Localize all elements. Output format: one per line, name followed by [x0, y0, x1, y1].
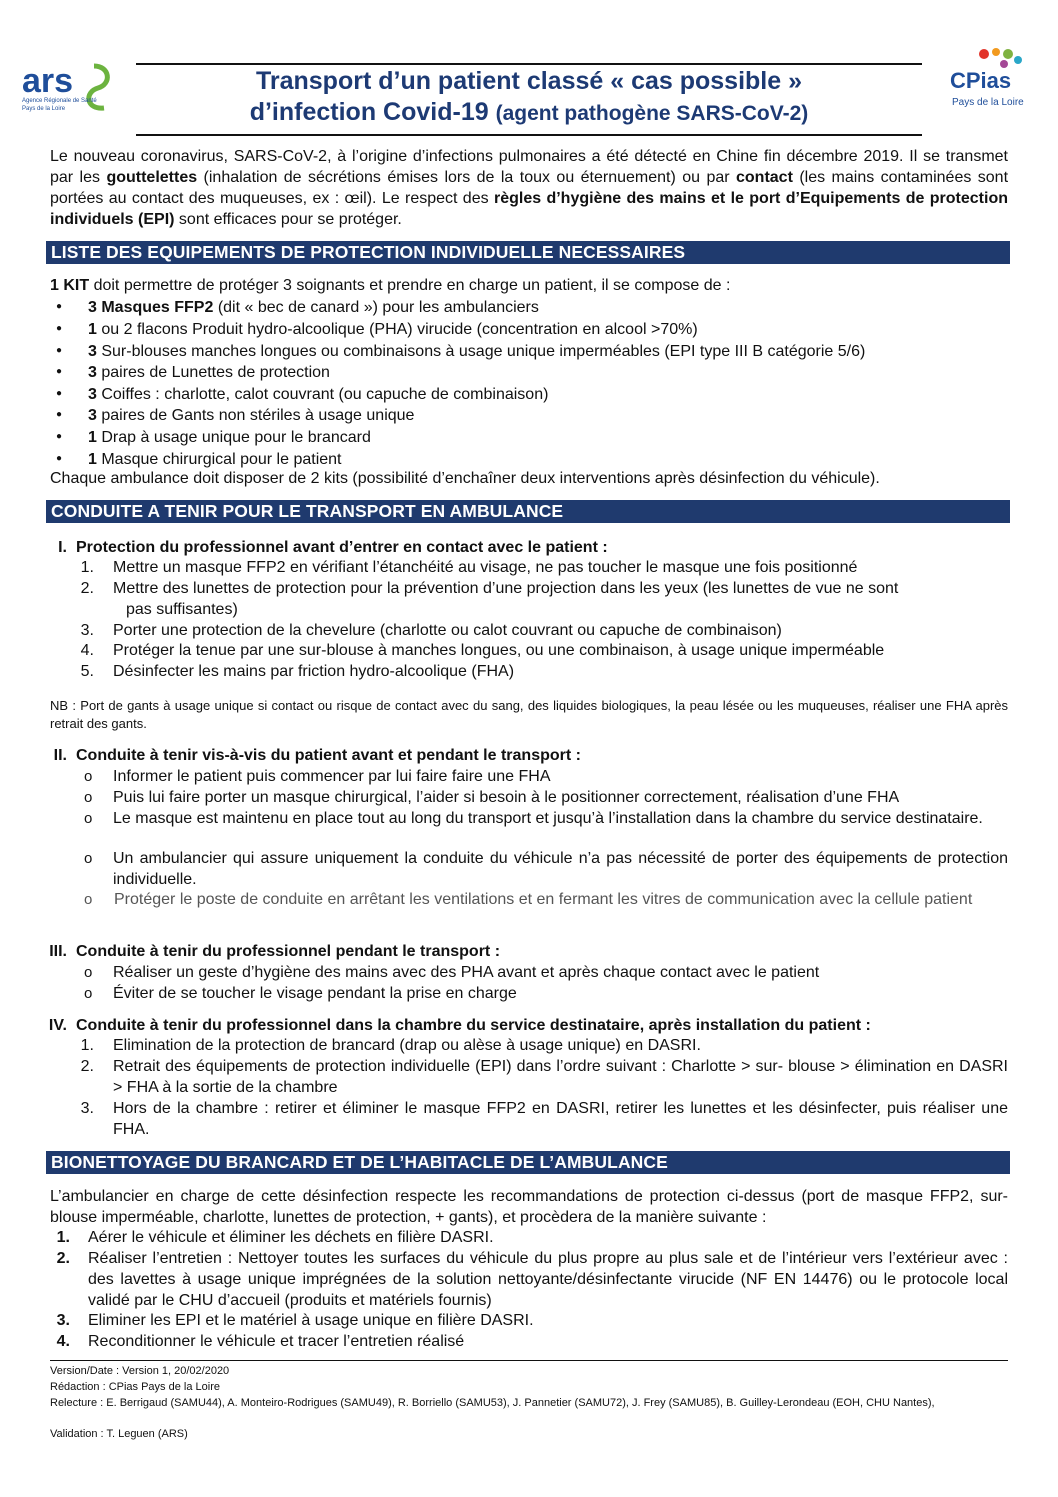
cpias-logo-text: CPias: [950, 68, 1012, 93]
list-item: Mettre un masque FFP2 en vérifiant l’étanchéité au visage, ne pas toucher le masque une fois positionné: [113, 559, 858, 576]
list-item-continuation: pas suffisantes): [126, 601, 238, 618]
part-number: II.: [53, 747, 67, 764]
list-item: Éviter de se toucher le visage pendant la prise en charge: [113, 985, 517, 1002]
intro-bold-contact: contact: [736, 169, 793, 186]
title-rule-bottom: [136, 134, 922, 136]
item-number: 4.: [56, 1333, 70, 1350]
kit-bold: 1 KIT: [50, 277, 90, 294]
part-number: III.: [49, 943, 67, 960]
item-bold: 3: [88, 343, 97, 360]
list-item: [88, 297, 539, 318]
list-item: Réaliser un geste d’hygiène des mains avec des PHA avant et après chaque contact avec le patient: [113, 964, 820, 981]
item-bold: 3 Masques FFP2: [88, 299, 214, 316]
item-text: (dit « bec de canard ») pour les ambulanciers: [213, 299, 539, 316]
intro-text-2: (inhalation de sécrétions émises lors de la toux ou éternuement) ou par: [197, 169, 736, 186]
cpias-logo-sub: Pays de la Loire: [952, 97, 1024, 108]
item-bold: 3: [88, 386, 97, 403]
item-number: 1.: [80, 559, 94, 576]
item-number: 1.: [80, 1037, 94, 1054]
footer-version: Version/Date : Version 1, 20/02/2020: [50, 1365, 230, 1377]
circle-bullet-icon: o: [84, 850, 93, 867]
circle-bullet-icon: o: [84, 964, 93, 981]
item-number: 2.: [80, 580, 94, 597]
list-item: Puis lui faire porter un masque chirurgical, l’aider si besoin à le positionner correctement, réalisation d’une FHA: [113, 789, 900, 806]
bullet-icon: ●: [56, 453, 63, 464]
bullet-icon: ●: [56, 388, 63, 399]
title-line-2-main: d’infection Covid-19: [249, 98, 496, 126]
list-item: Protéger la tenue par une sur-blouse à manches longues, ou une combinaison, à usage unique imperméable: [113, 642, 885, 659]
item-text: paires de Lunettes de protection: [96, 364, 330, 381]
section-header-conduite: CONDUITE A TENIR POUR LE TRANSPORT EN AMBULANCE: [46, 500, 1010, 523]
section-header-equipements: LISTE DES EQUIPEMENTS DE PROTECTION INDIVIDUELLE NECESSAIRES: [46, 241, 1010, 264]
part-number: I.: [58, 539, 67, 556]
item-bold: 1: [88, 451, 97, 468]
list-item: Mettre des lunettes de protection pour la prévention d’une projection dans les yeux (les lunettes de vue ne sont: [113, 580, 899, 597]
list-item: Retrait des équipements de protection individuelle (EPI) dans l’ordre suivant : Charlotte > sur- blouse > élimination en DASRI > FHA à la sortie de la chambre: [113, 1058, 1008, 1096]
ars-logo-sub2: Pays de la Loire: [22, 106, 66, 112]
list-item: Hors de la chambre : retirer et éliminer le masque FFP2 en DASRI, retirer les lunettes et les désinfecter, puis réaliser une FHA.: [113, 1100, 1008, 1138]
intro-paragraph: [50, 146, 1008, 230]
list-item: Le masque est maintenu en place tout au long du transport et jusqu’à l’installation dans la chambre du service destinataire.: [113, 810, 983, 827]
ars-logo-graphic: [22, 62, 114, 114]
list-item: Aérer le véhicule et éliminer les déchets en filière DASRI.: [88, 1229, 494, 1246]
item-text: Coiffes : charlotte, calot couvrant (ou capuche de combinaison): [96, 386, 549, 403]
circle-bullet-icon: o: [84, 768, 93, 785]
title-line-2-pathogen: (agent pathogène SARS-CoV-2): [495, 102, 809, 125]
list-item: Protéger le poste de conduite en arrêtant les ventilations et en fermant les vitres de communication avec la cellule patient: [114, 891, 973, 908]
intro-text-4: sont efficaces pour se protéger.: [174, 211, 402, 228]
item-number: 1.: [56, 1229, 70, 1246]
item-bold: 3: [88, 407, 97, 424]
kit-description: [50, 275, 1008, 296]
circle-bullet-icon: o: [84, 789, 93, 806]
footer-rule: [50, 1360, 1008, 1361]
bullet-icon: ●: [56, 366, 63, 377]
item-number: 3.: [56, 1312, 70, 1329]
title-line-1: Transport d’un patient classé « cas possible »: [255, 67, 803, 95]
footer-relecture: Relecture : E. Berrigaud (SAMU44), A. Monteiro-Rodrigues (SAMU49), R. Borriello (SAMU53), J. Pannetier (SAMU72), J. Frey (SAMU85), B. Guilley-Lerondeau (EOH, CHU Nantes),: [50, 1397, 935, 1409]
list-item: [88, 341, 865, 362]
item-bold: 1: [88, 429, 97, 446]
item-number: 2.: [80, 1058, 94, 1075]
footer-validation: Validation : T. Leguen (ARS): [50, 1428, 188, 1440]
item-text: Sur-blouses manches longues ou combinaisons à usage unique imperméables (EPI type III B catégorie 5/6): [96, 343, 866, 360]
intro-text-3: (les mains contaminées sont portées au contact des muqueuses, ex : œil). Le respect des: [50, 169, 1009, 207]
item-number: 3.: [80, 622, 94, 639]
item-number: 5.: [80, 663, 94, 680]
bionettoyage-intro: L’ambulancier en charge de cette désinfection respecte les recommandations de protection ci-dessus (port de masque FFP2, sur-blouse imperméable, charlotte, lunettes de protection, + gants), et procèdera de la manière suivante :: [50, 1188, 1008, 1226]
list-item: [88, 405, 414, 426]
ars-logo: [22, 62, 114, 114]
list-item: [88, 362, 330, 383]
bullet-icon: ●: [56, 431, 63, 442]
list-item: [88, 449, 341, 470]
bullet-icon: ●: [56, 323, 63, 334]
bullet-icon: ●: [56, 301, 63, 312]
circle-bullet-icon: o: [84, 891, 93, 908]
item-bold: 3: [88, 364, 97, 381]
bullet-icon: ●: [56, 345, 63, 356]
item-number: 4.: [80, 642, 94, 659]
page-title: [136, 66, 922, 130]
list-item: [88, 319, 698, 340]
intro-bold-gouttelettes: gouttelettes: [106, 169, 198, 186]
list-item: Désinfecter les mains par friction hydro-alcoolique (FHA): [113, 663, 515, 680]
ars-logo-sub1: Agence Régionale de Santé: [22, 98, 97, 104]
list-item: Réaliser l’entretien : Nettoyer toutes les surfaces du véhicule du plus propre au plus sale et de l’intérieur vers l’extérieur avec : des lavettes à usage unique imprégnées de la solution nettoyante/désinfectante virucide (NF EN 14476) ou le protocole local validé par le CHU d’accueil (produits et matériels fournis): [88, 1250, 1008, 1309]
list-item: Elimination de la protection de brancard (drap ou alèse à usage unique) en DASRI.: [113, 1037, 701, 1054]
ars-logo-text: ars: [22, 62, 74, 100]
list-item: [88, 427, 371, 448]
title-rule-top: [136, 63, 922, 65]
cpias-logo-graphic: [948, 48, 1036, 108]
part-title: Conduite à tenir du professionnel dans la chambre du service destinataire, après installation du patient :: [76, 1017, 871, 1034]
item-number: 2.: [56, 1250, 70, 1267]
footer-redaction: Rédaction : CPias Pays de la Loire: [50, 1381, 220, 1393]
part-title: Conduite à tenir du professionnel pendant le transport :: [76, 943, 501, 960]
part-number: IV.: [48, 1017, 67, 1034]
cpias-logo: [948, 48, 1036, 108]
list-item: Un ambulancier qui assure uniquement la conduite du véhicule n’a pas nécessité de porter des équipements de protection individuelle.: [113, 850, 1008, 888]
item-text: Drap à usage unique pour le brancard: [96, 429, 371, 446]
item-text: Masque chirurgical pour le patient: [96, 451, 342, 468]
part-title: Protection du professionnel avant d’entrer en contact avec le patient :: [76, 539, 608, 556]
list-item: Porter une protection de la chevelure (charlotte ou calot couvrant ou capuche de combinaison): [113, 622, 782, 639]
list-item: Informer le patient puis commencer par lui faire faire une FHA: [113, 768, 551, 785]
item-text: ou 2 flacons Produit hydro-alcoolique (PHA) virucide (concentration en alcool >70%): [96, 321, 698, 338]
list-item: Reconditionner le véhicule et tracer l’entretien réalisé: [88, 1333, 465, 1350]
title-line-2: [136, 96, 922, 130]
part-title: Conduite à tenir vis-à-vis du patient avant et pendant le transport :: [76, 747, 581, 764]
nb-note: NB : Port de gants à usage unique si contact ou risque de contact avec du sang, des liquides biologiques, la peau lésée ou les muqueuses, réaliser une FHA après retrait des gants.: [50, 698, 1008, 731]
bullet-icon: ●: [56, 409, 63, 420]
item-text: paires de Gants non stériles à usage unique: [96, 407, 415, 424]
list-item: Eliminer les EPI et le matériel à usage unique en filière DASRI.: [88, 1312, 534, 1329]
intro-text-1: Le nouveau coronavirus, SARS-CoV-2, à l’origine d’infections pulmonaires a été détecté en Chine fin décembre 2019. Il se transmet par les: [50, 148, 1008, 186]
circle-bullet-icon: o: [84, 810, 93, 827]
kit-closing: Chaque ambulance doit disposer de 2 kits (possibilité d’enchaîner deux interventions après désinfection du véhicule).: [50, 470, 880, 487]
item-bold: 1: [88, 321, 97, 338]
intro-bold-hygiene: règles d’hygiène des mains et le port d’Equipements de protection individuels (EPI): [50, 190, 1009, 228]
list-item: [88, 384, 548, 405]
item-number: 3.: [80, 1100, 94, 1117]
section-header-bionettoyage: BIONETTOYAGE DU BRANCARD ET DE L’HABITACLE DE L’AMBULANCE: [46, 1151, 1010, 1174]
kit-rest: doit permettre de protéger 3 soignants et prendre en charge un patient, il se compose de :: [89, 277, 731, 294]
circle-bullet-icon: o: [84, 985, 93, 1002]
